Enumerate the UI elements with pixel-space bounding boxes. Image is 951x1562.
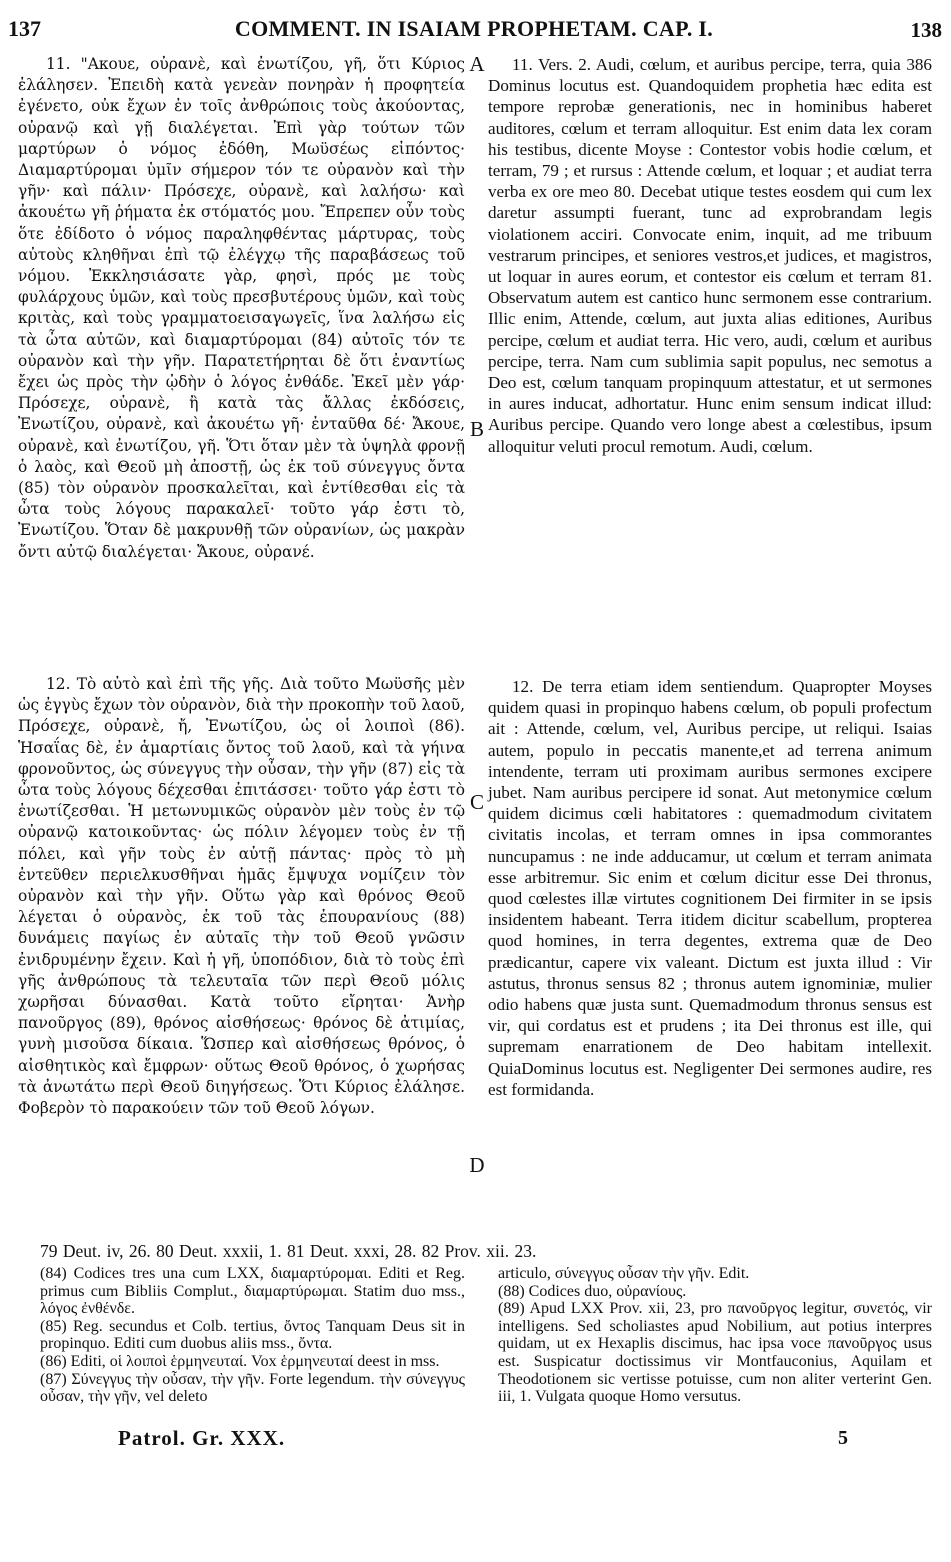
greek-para-11-text: "Ακουε, οὐρανὲ, καὶ ἐνωτίζου, γῆ, ὅτι Κύριος ἐλάλησεν. Ἐπειδὴ κατὰ γενεὰν πονηρὰν ἡ προφητεία ἐγένετο, οὐκ ἔχων ἐν τοῖς ἀνθρώποις τοὺς ἀκούοντας, οὐρανῷ καὶ γῇ διαλέγεται. Ἐπὶ γὰρ τούτων τῶν μαρτύρων ὁ νόμος ἐδόθη, Μωϋσέως εἰπόντος· Διαμαρτύρομαι ὑμῖν σήμερον τόν τε οὐρανὸν καὶ τὴν γῆν· καὶ πάλιν· Πρόσεχε, οὐρανὲ, καὶ λαλήσω· καὶ ἀκουέτω γῆ ῥήματα ἐκ στόματός μου. Ἔπρεπεν οὖν τοὺς ὅτε ἐδίδοτο ὁ νόμος παραληφθέντας μάρτυρας, τοὺς αὐτοὺς κληθῆναι ἐπὶ τῷ ἐλέγχῳ τῆς παραβάσεως τοῦ νόμου. Ἐκκλησιάσατε γὰρ, φησὶ, πρός με τοὺς φυλάρχους ὑμῶν, καὶ τοὺς πρεσβυτέρους ὑμῶν, καὶ τοὺς κριτὰς, καὶ τοὺς γραμματοεισαγωγεῖς, ἵνα λαλήσω εἰς τὰ ὦτα αὐτῶν, καὶ διαμαρτύρομαι (84) αὐτοῖς τόν τε οὐρανὸν καὶ τὴν γῆν. Παρατετήρηται δὲ ὅτι ἐναντίως ἔχει ὡς πρὸς τὴν ᾠδὴν ὁ λόγος ἐνθάδε. Ἐκεῖ μὲν γάρ· Πρόσεχε, οὐρανὲ, ἢ κατὰ τὰς ἄλλας ἐκδόσεις, Ἐνωτίζου, οὐρανὲ, καὶ ἀκουέτω γῆ· ἐνταῦθα δέ· Ἄκουε, οὐρανὲ, καὶ ἐνωτίζου, γῆ. Ὅτι ὅταν μὲν τὰ ὑψηλὰ φρονῇ ὁ λαὸς, καὶ Θεοῦ μὴ ἀποστῇ, ὡς ἐκ τοῦ σύνεγγυς ὄντα (85) τὸν οὐρανὸν προσκαλεῖται, καὶ ἐντίθεσθαι εἰς τὰ ὦτα τοὺς λόγους παρακαλεῖ· τοῦτο γάρ ἐστι τὸ, Ἐνωτίζου. Ὅταν δὲ μακρυνθῇ τῶν οὐρανίων, ὡς μακρὰν ὄντι αὐτῷ διαλέγεται· Ἄκουε, οὐρανέ. bbox=[18, 55, 465, 561]
footnote-86: (86) Editi, οἱ λοιποὶ ἑρμηνευταί. Vox ἑρμηνευταί deest in mss. bbox=[40, 1352, 440, 1370]
greek-paragraph-12 bbox=[18, 674, 465, 1119]
latin-para-12-label: 12. bbox=[512, 677, 534, 696]
footnote-88: (88) Codices duo, οὐρανίους. bbox=[498, 1282, 687, 1300]
margin-letter-b: B bbox=[469, 417, 484, 441]
page-number-right: 138 bbox=[910, 18, 942, 42]
greek-para-12-label: 12. bbox=[46, 675, 71, 693]
footnotes-right bbox=[498, 1265, 932, 1406]
greek-para-12-text: Τὸ αὐτὸ καὶ ἐπὶ τῆς γῆς. Διὰ τοῦτο Μωϋσῆς μὲν ὡς ἐγγὺς ἔχων τὸν οὐρανὸν, διὰ τὴν προκοπὴν τοῦ λαοῦ, Πρόσεχε, οὐρανὲ, ἤ, Ἐνωτίζου, ὡς οἱ λοιποὶ (86). Ἡσαΐας δὲ, ἐν ἁμαρτίαις ὄντος τοῦ λαοῦ, καὶ τὰ γήινα φρονοῦντος, ὡς σύνεγγυς τὴν οὖσαν, τὴν γῆν (87) εἰς τὰ ὦτα τοὺς λόγους δέχεσθαι ἐπιτάσσει· τοῦτο γάρ ἐστι τὸ ἐνωτίζεσθαι. Ἡ μετωνυμικῶς οὐρανὸν μὲν τοὺς ἐν τῷ οὐρανῷ κατοικοῦντας· ὡς πόλιν λέγομεν τοὺς ἐν τῇ πόλει, καὶ γῆν τοὺς ἐν αὐτῇ πάντας· πρὸς τὸ μὴ ἐντεῦθεν περιελκυσθῆναι ἡμᾶς ἔμψυχα νομίζειν τὸν οὐρανὸν καὶ τὴν γῆν. Οὕτω γὰρ καὶ θρόνος Θεοῦ λέγεται ὁ οὐρανὸς, ἐκ τοῦ τὰς ἐπουρανίους (88) δυνάμεις παγίως ἐν αὐταῖς τὴν τοῦ Θεοῦ γνῶσιν ἐνιδρυμένην ἔχειν. Καὶ ἡ γῆ, ὑποπόδιον, διὰ τὸ τοὺς ἐπὶ γῆς ἀνθρώπους τὰ τελευταῖα τῶν περὶ Θεοῦ μόλις χωρῆσαι δύνασθαι. Κατὰ τοῦτο εἴρηται· Ἀνὴρ πανοῦργος (89), θρόνος αἰσθήσεως· θρόνος δὲ ἀτιμίας, γυνὴ μισοῦσα δίκαια. Ὥσπερ καὶ αἰσθήσεως θρόνος, ὁ αἰσθητικὸς καὶ ἔμφρων· οὕτως Θεοῦ θρόνος, ὁ χωρήσας τὰ ἀνωτάτω περὶ Θεοῦ διηγήσεως. Ὅτι Κύριος ἐλάλησε. Φοβερὸν τὸ παρακούειν τῶν τοῦ Θεοῦ λόγων. bbox=[18, 675, 465, 1118]
latin-para-11-label: 11. Vers. 2. bbox=[512, 55, 592, 74]
greek-paragraph-11 bbox=[18, 54, 465, 563]
footer-signature-number: 5 bbox=[838, 1427, 848, 1449]
latin-para-11-text: Audi, cœlum, et auribus percipe, terra, quia 386 Dominus locutus est. Quandoquidem prophetia hæc edita est tempore reprobæ generationis, nec in hominibus haberet auditores, cœlum et terram alloquitur. Est enim data lex coram his testibus, dicente Moyse : Contestor vobis hodie cœlum, et terram, 79 ; et rursus : Attende cœlum, et loquar ; et audiat terra verba ex ore meo 80. Decebat utique testes eosdem qui cum lex daretur assumpti fuerant, tunc ad exprobrandam legis violationem acciri. Convocate enim, inquit, ad me tribuum vestrarum principes, et seniores vestros,et judices, et magistros, ut loquar in aures eorum, et contestor eis cœlum et terram 81. Observatum autem est cantico hunc sermonem esse contrarium. Illic enim, Attende, cœlum, aut juxta alias editiones, Auribus percipe, cœlum et audiat terra. Hic vero, audi, cœlum et auribus percipe, terra. Nam cum sublimia sapit populus, nec semotus a Deo est, cœlum tanquam propinquum attestatur, et ut sermones in aures inducat, adhortatur. Hunc enim sensum indicat illud: Auribus percipe. Quando vero longe abest a cœlestibus, ipsum alloquitur veluti procul remotum. Audi, cœlum. bbox=[488, 55, 932, 456]
footnote-89: (89) Apud LXX Prov. xii, 23, pro πανοῦργος legitur, συνετός, vir intelligens. Sed scholiastes apud Nobilium, aut potius interpres quidam, ut ex Hexaplis discimus, hac ipsa voce πανοῦργος usus est. Suspicatur doctissimus vir Montfauconius, Aquilam et Theodotionem sic vertisse potuisse, cum non aliter verterint Gen. iii, 1. Vulgata quoque Homo versutus. bbox=[498, 1300, 932, 1406]
margin-letter-d: D bbox=[469, 1153, 485, 1177]
greek-para-11-label: 11. bbox=[46, 55, 71, 73]
footnote-87-continued: articulo, σύνεγγυς οὖσαν τὴν γῆν. Edit. bbox=[498, 1265, 750, 1282]
footnotes-left bbox=[40, 1265, 465, 1406]
footnote-87: (87) Σύνεγγυς τὴν οὖσαν, τὴν γῆν. Forte legendum. τὴν σύνεγγυς οὖσαν, τὴν γῆν, vel deleto bbox=[40, 1370, 465, 1406]
scripture-references: 79 Deut. iv, 26. 80 Deut. xxxii, 1. 81 Deut. xxxi, 28. 82 Prov. xii. 23. bbox=[40, 1241, 537, 1261]
latin-paragraph-12 bbox=[488, 676, 932, 1100]
footnote-85: (85) Reg. secundus et Colb. tertius, ὄντος Tanquam Deus sit in propinquo. Editi cum duobus aliis mss., ὄντα. bbox=[40, 1317, 465, 1353]
page-number-left: 137 bbox=[8, 16, 41, 41]
margin-letter-c: C bbox=[469, 790, 484, 814]
running-title: COMMENT. IN ISAIAM PROPHETAM. CAP. I. bbox=[234, 16, 714, 41]
page-header bbox=[6, 14, 942, 48]
latin-para-12-text: De terra etiam idem sentiendum. Quapropter Moyses quidem quasi in propinquo habens cœlum, ob populi profectum ait : Attende, cœlum, vel, Auribus percipe, ut reliqui. Isaias autem, populo in peccatis manente,et ad terrena animum intendente, terram uti proximam auribus sermones excipere jubet. Nam auribus percipere id sonat. Aut metonymice cœlum quidem dicimus cœli habitatores : quemadmodum civitatem civitatis incolas, et terram omnes in ipsa commorantes nuncupamus : ne inde adducamur, ut cœlum et terram animata esse arbitremur. Sic enim et cœlum dicitur esse Dei thronus, quod cœlestes illæ virtutes cognitionem Dei firmiter in se ipsis insidentem habeant. Terra itidem dicitur scabellum, propterea quod homines, in terra degentes, extrema quæ de Deo prædicantur, capere vix valeant. Dictum est juxta illud : Vir astutus, thronus sensus 82 ; thronus autem ignominiæ, mulier odio habens quæ justa sunt. Quemadmodum thronus sensus est vir, qui cordatus est et prudens ; ita Dei thronus est ille, qui supremam enarrationem de Deo habitam intellexit. QuiaDominus locutus est. Negligenter Dei sermones audire, res est formidanda. bbox=[488, 677, 932, 1099]
footer-series-label: Patrol. Gr. XXX. bbox=[118, 1426, 286, 1450]
latin-paragraph-11 bbox=[488, 54, 932, 457]
margin-letter-a: A bbox=[469, 52, 485, 76]
footnote-84: (84) Codices tres una cum LXX, διαμαρτύρομαι. Editi et Reg. primus cum Bibliis Complut., διαμαρτύρωμαι. Statim duo mss., λόγος ἐνθένδε. bbox=[40, 1265, 465, 1318]
